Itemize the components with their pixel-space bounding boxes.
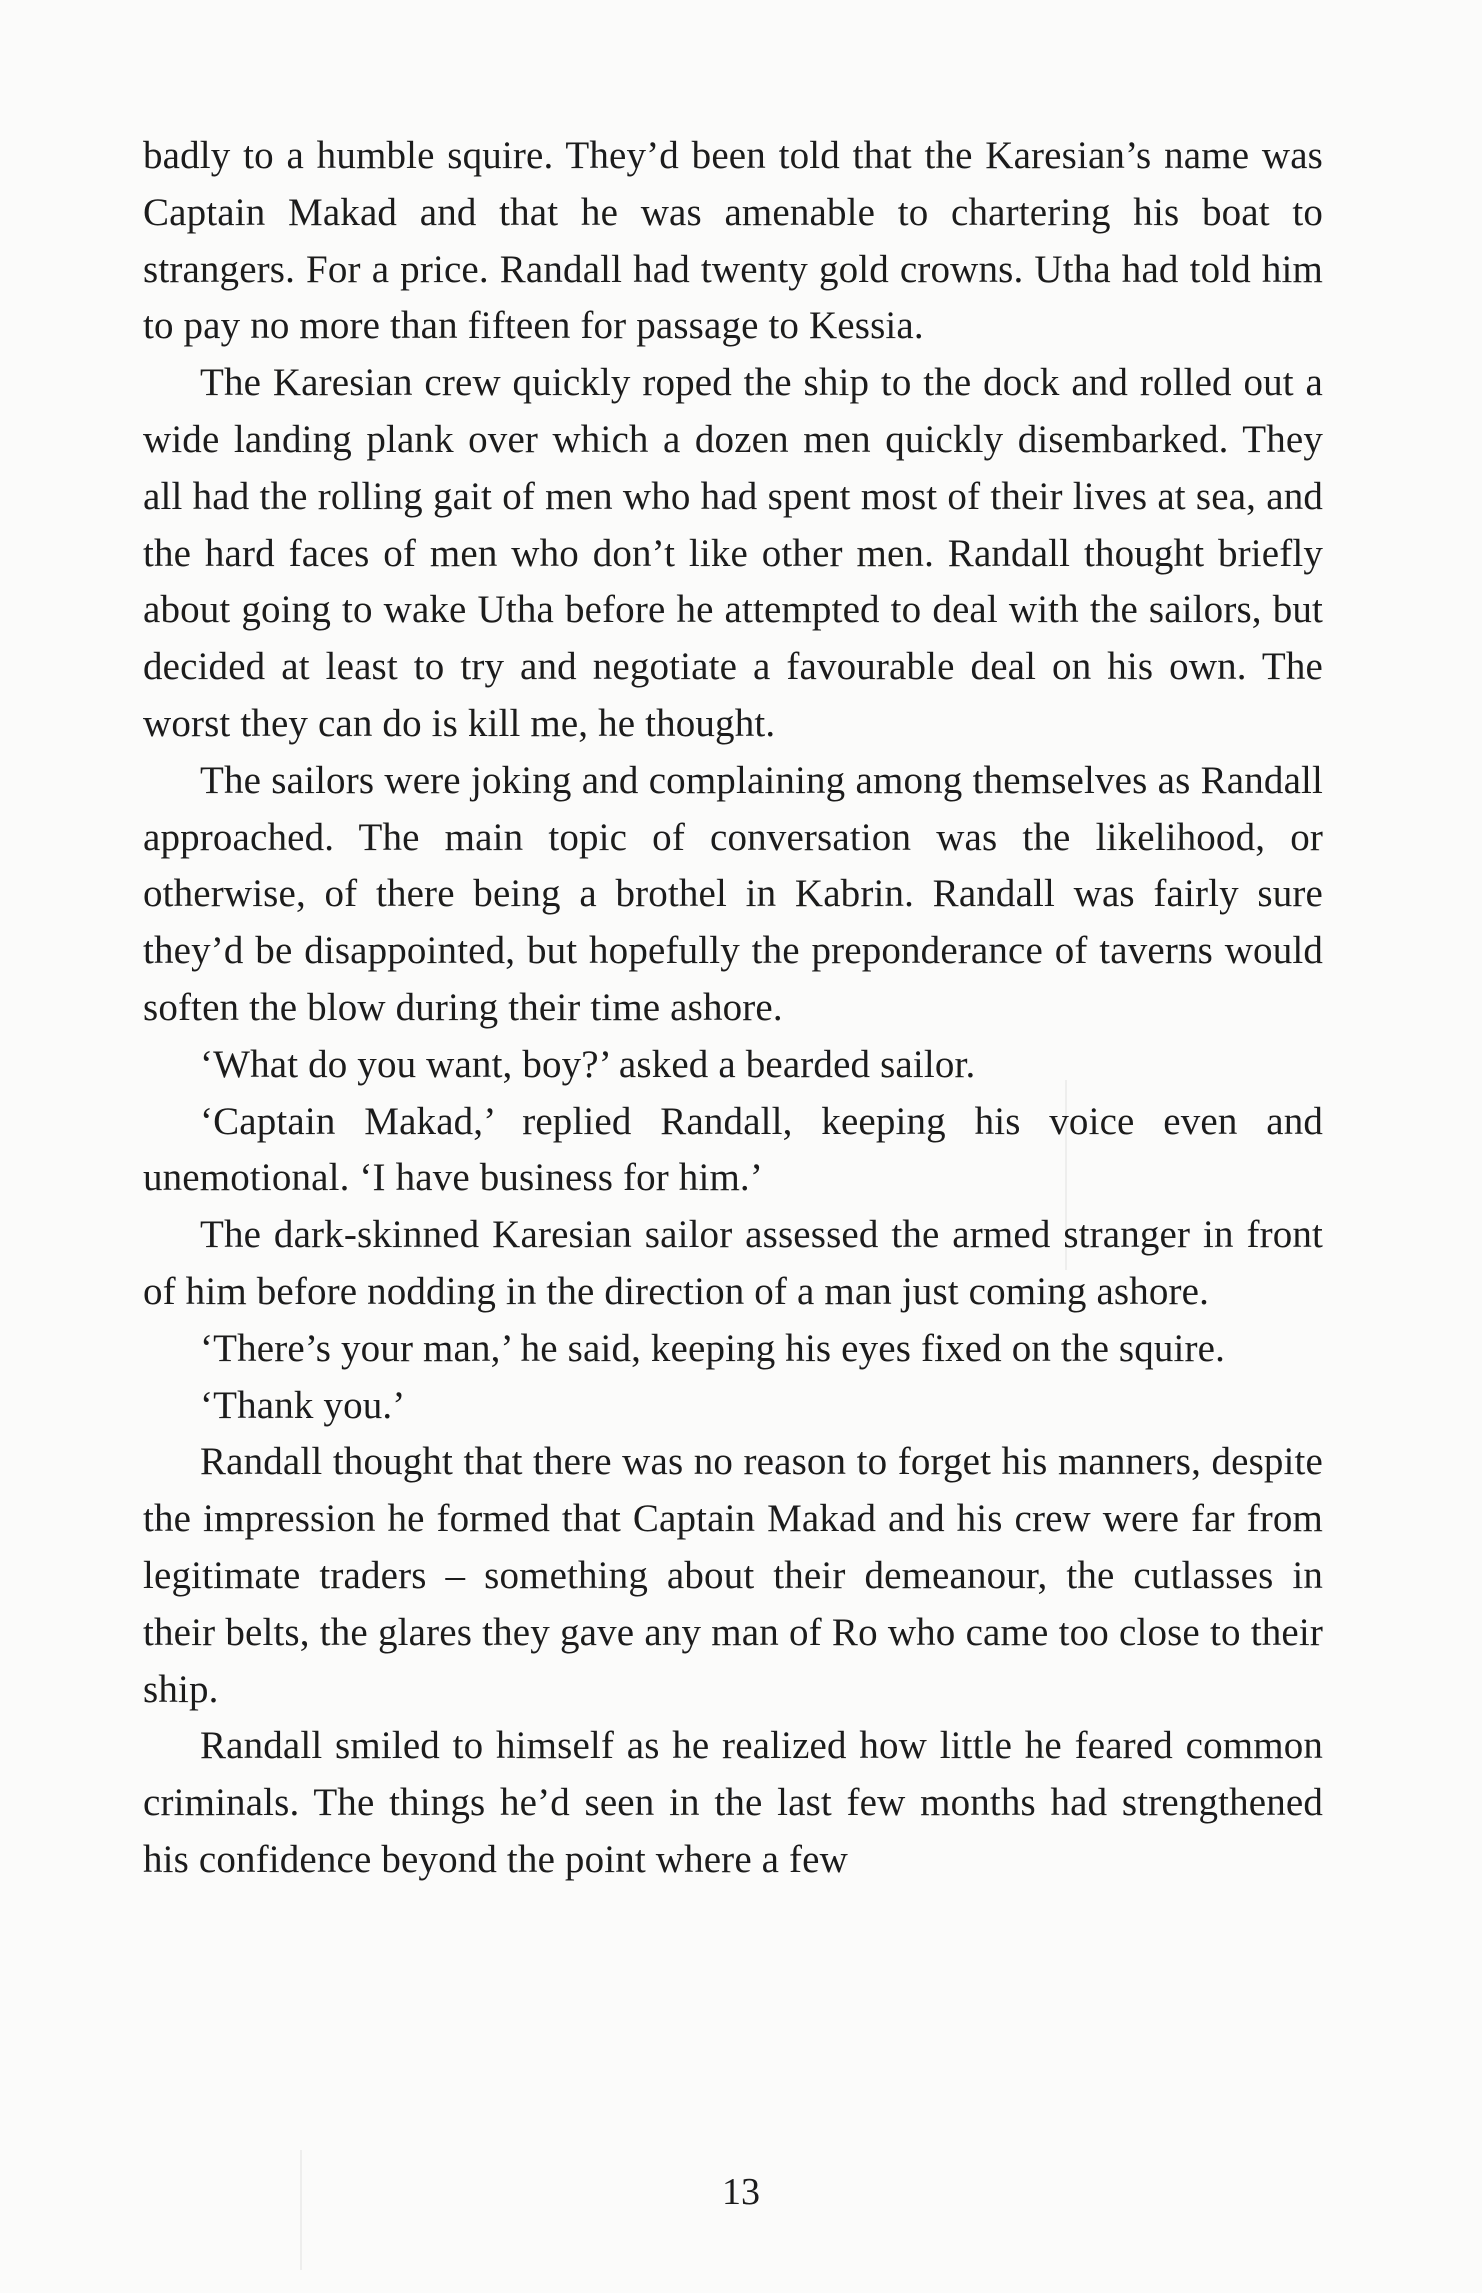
paragraph: ‘Thank you.’ [200, 1383, 406, 1427]
paragraph: The Karesian crew quickly roped the ship to the dock and rolled out a wide landing plank over which a dozen men quickly disembarked. They all had the rolling gait of men who had spent most of their lives at sea, and the hard faces of men who don’t like other men. Randall thought briefly about going to wake Utha before he attempted to deal with the sailors, but decided at least to try and negotiate a favourable deal on his own. The worst they can do is kill me, he thought. [143, 361, 1323, 745]
paragraph: Randall thought that there was no reason to forget his manners, despite the impression he formed that Captain Makad and his crew were far from legitimate traders – something about their demeanour, the cutlasses in their belts, the glares they gave any man of Ro who came too close to their ship. [143, 1440, 1323, 1711]
paragraph: ‘Captain Makad,’ replied Randall, keeping his voice even and unemotional. ‘I have business for him.’ [143, 1099, 1323, 1200]
paragraph: Randall smiled to himself as he realized how little he feared common criminals. The things he’d seen in the last few months had strengthened his confidence beyond the point where a few [143, 1724, 1323, 1881]
paragraph: The dark-skinned Karesian sailor assessed the armed stranger in front of him before nodding in the direction of a man just coming ashore. [143, 1213, 1323, 1313]
paragraph: The sailors were joking and complaining among themselves as Randall approached. The main topic of conversation was the likelihood, or otherwise, of there being a brothel in Kabrin. Randall was fairly sure they’d be disappointed, but hopefully the preponderance of taverns would soften the blow during their time ashore. [143, 758, 1323, 1029]
paragraph: ‘What do you want, boy?’ asked a bearded sailor. [200, 1042, 976, 1086]
paragraph: ‘There’s your man,’ he said, keeping his eyes fixed on the squire. [200, 1326, 1226, 1370]
page-number: 13 [722, 2171, 760, 2213]
paragraph: badly to a humble squire. They’d been told that the Karesian’s name was Captain Makad and that he was amenable to chartering his boat to strangers. For a price. Randall had twenty gold crowns. Utha had told him to pay no more than fifteen for passage to Kessia. [143, 134, 1323, 348]
body-text [143, 128, 1323, 1889]
